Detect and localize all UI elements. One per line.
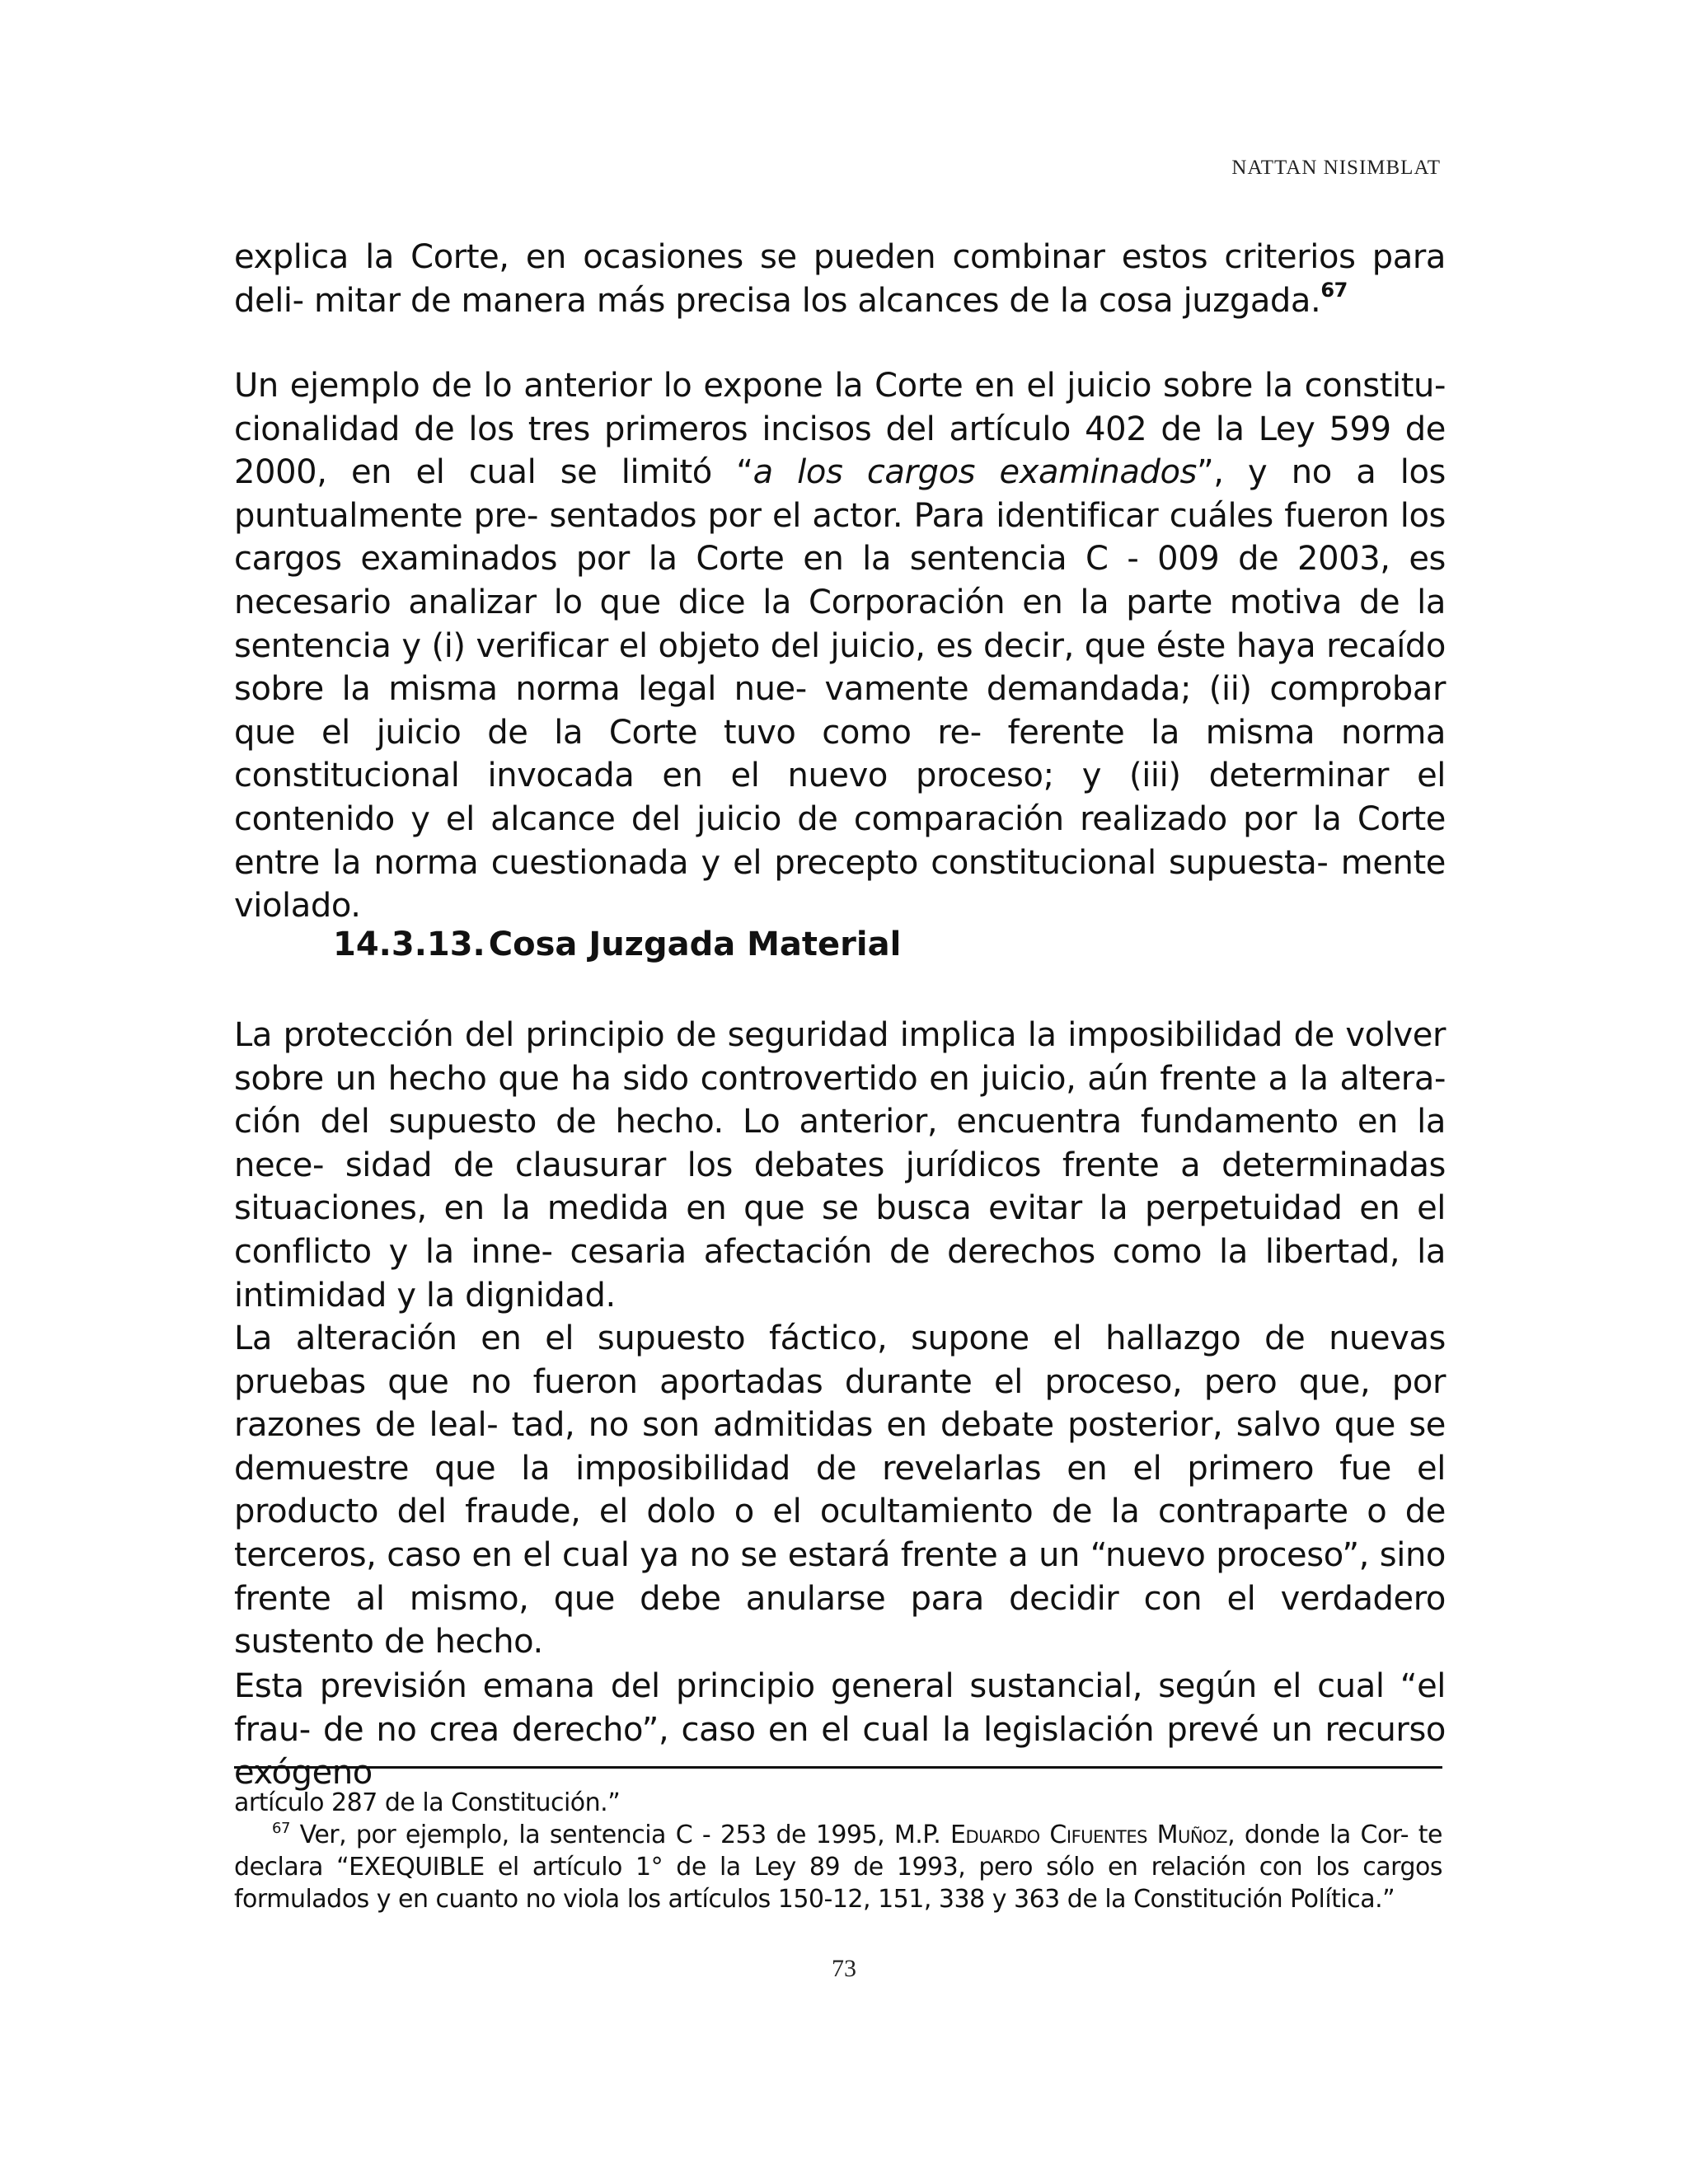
- section-number: 14.3.13.: [333, 926, 485, 963]
- footnote-ref-67[interactable]: 67: [1320, 278, 1348, 302]
- paragraph-3: La protección del principio de seguridad implica la imposibilidad de volver sobre un hecho que ha sido controvertido en juicio, aún frente a la altera- ción del supuesto de hecho. Lo anterior, encuentra fundamento en la nece- sidad de clausurar los debates jurídicos frente a determinadas situaciones, en la medida en que se busca evitar la perpetuidad en el conflicto y la inne- cesaria afectación de derechos como la libertad, la intimidad y la dignidad.: [234, 1016, 1446, 1315]
- footnote-continuation: artículo 287 de la Constitución.”: [234, 1788, 621, 1817]
- paragraph-2-after-quote: ”, y no a los puntualmente pre- sentados por el actor. Para identificar cuáles fueron los cargos examinados por la Corte en la sentencia C - 009 de 2003, es necesario analizar lo que dice la Corporación en la parte motiva de la sentencia y (i) verificar el objeto del juicio, es decir, que éste haya recaído sobre la misma norma legal nue- vamente demandada; (ii) comprobar que el juicio de la Corte tuvo como re- ferente la misma norma constitucional invocada en el nuevo proceso; y (iii) determinar el contenido y el alcance del juicio de comparación realizado por la Corte entre la norma cuestionada y el precepto constitucional supuesta- mente violado.: [234, 453, 1446, 926]
- paragraph-2-quote: a los cargos examinados: [753, 453, 1197, 492]
- footnote-separator: [234, 1766, 1442, 1769]
- footnote-67-before-name: Ver, por ejemplo, la sentencia C - 253 de 1995, M.P.: [289, 1821, 951, 1849]
- running-header: NATTAN NISIMBLAT: [1231, 157, 1441, 179]
- paragraph-1-text: explica la Corte, en ocasiones se pueden combinar estos criterios para deli- mitar de manera más precisa los alcances de la cosa juzgada.: [234, 238, 1446, 320]
- paragraph-1: [234, 236, 1446, 322]
- footnote-67: [234, 1819, 1442, 1915]
- section-title: Cosa Juzgada Material: [488, 926, 902, 963]
- paragraph-2-before-quote: Un ejemplo de lo anterior lo expone la Corte en el juicio sobre la constitu- cionalidad de los tres primeros incisos del artículo 402 de la Ley 599 de 2000, en el cual se limitó “: [234, 367, 1446, 492]
- section-heading: [333, 923, 901, 966]
- footnotes: [234, 1787, 1442, 1915]
- paragraph-2: [234, 364, 1446, 928]
- page-number: 73: [832, 1955, 856, 1982]
- footnote-67-mark: 67: [272, 1820, 290, 1837]
- paragraph-4: La alteración en el supuesto fáctico, supone el hallazgo de nuevas pruebas que no fueron aportadas durante el proceso, pero que, por razones de leal- tad, no son admitidas en debate posterior, salvo que se demuestre que la imposibilidad de revelarlas en el primero fue el producto del fraude, el dolo o el ocultamiento de la contraparte o de terceros, caso en el cual ya no se estará frente a un “nuevo proceso”, sino frente al mismo, que debe anularse para decidir con el verdadero sustento de hecho.: [234, 1319, 1446, 1661]
- footnote-67-name: Eduardo Cifuentes Muñoz: [950, 1821, 1228, 1849]
- footnote-67-after-name: , donde la Cor- te declara “EXEQUIBLE el artículo 1° de la Ley 89 de 1993, pero sólo en relación con los cargos formulados y en cuanto no viola los artículos 150-12, 151, 338 y 363 de la Constitución Política.”: [234, 1821, 1443, 1914]
- paragraph-5: Esta previsión emana del principio general sustancial, según el cual “el frau- de no crea derecho”, caso en el cual la legislación prevé un recurso exógeno: [234, 1667, 1446, 1793]
